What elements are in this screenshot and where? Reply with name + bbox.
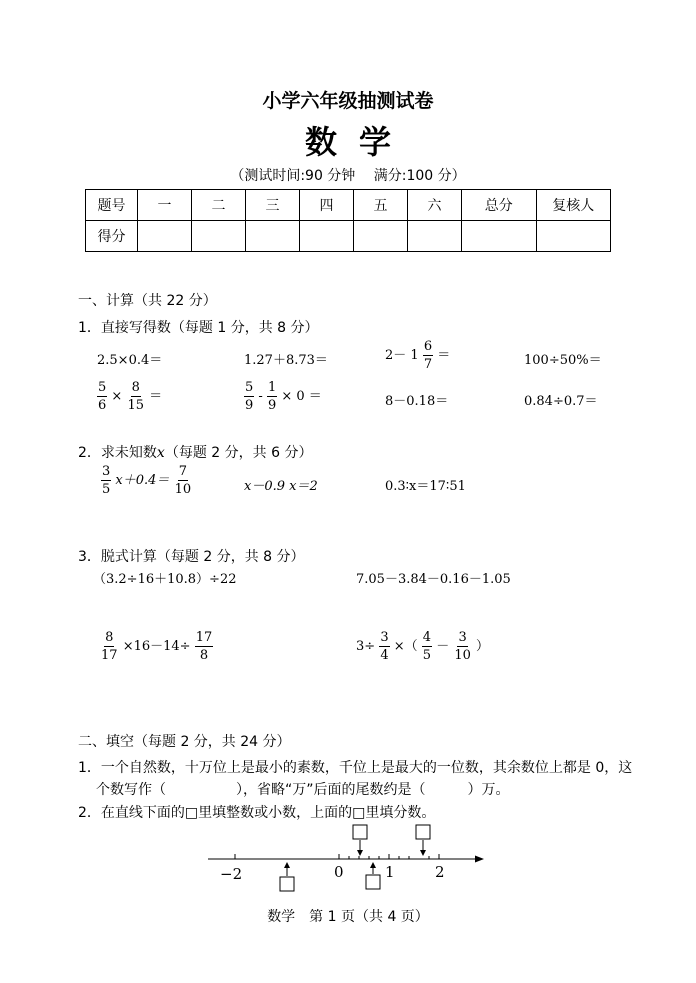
score-cell <box>300 221 354 252</box>
section2-title: 二、填空（每题 2 分，共 24 分） <box>78 734 291 750</box>
score-cell <box>192 221 246 252</box>
denominator: 15 <box>127 398 145 413</box>
fraction <box>174 465 193 496</box>
subject-title: 数学 <box>304 123 413 161</box>
answer-box <box>280 877 294 891</box>
q2-expr-a <box>101 465 192 496</box>
fraction <box>100 631 119 662</box>
pointer-arrow <box>420 850 426 856</box>
score-header-cell: 四 <box>300 190 354 221</box>
answer-box <box>366 875 380 889</box>
numerator: 4 <box>422 630 432 645</box>
fraction <box>453 631 472 662</box>
q2-title <box>78 442 312 462</box>
operator: × <box>111 389 123 404</box>
q1-title: 1．直接写得数（每题 1 分，共 8 分） <box>78 320 319 336</box>
numerator: 6 <box>423 339 433 354</box>
q3-title: 3．脱式计算（每题 2 分，共 8 分） <box>78 549 305 565</box>
q1-expr-b: 1.27＋8.73＝ <box>244 353 328 368</box>
score-header-cell: 三 <box>246 190 300 221</box>
s2-q1-line2: 个数写作（ ），省略“万”后面的尾数约是（ ）万。 <box>96 782 510 798</box>
numerator: 5 <box>245 380 254 395</box>
numerator: 3 <box>102 464 111 479</box>
q3-d-post: ） <box>476 639 490 654</box>
q1-expr-e <box>97 381 162 412</box>
score-table <box>85 189 611 252</box>
score-header-cell: 总分 <box>462 190 536 221</box>
score-header-cell: 复核人 <box>536 190 610 221</box>
number-line-arrow <box>475 856 484 863</box>
fraction <box>379 631 389 662</box>
denominator: 4 <box>380 648 389 663</box>
q2-a-mid: x＋0.4＝ <box>115 473 170 488</box>
fraction <box>195 631 214 662</box>
q1-expr-h: 0.84÷0.7＝ <box>524 394 598 409</box>
fraction <box>244 381 254 412</box>
score-cell <box>408 221 462 252</box>
number-line <box>200 822 490 894</box>
q3-d-mid: ×（ <box>393 639 418 654</box>
fraction <box>267 381 277 412</box>
score-header-cell: 五 <box>354 190 408 221</box>
fraction <box>126 381 145 412</box>
page-footer: 数学 第 1 页（共 4 页） <box>267 909 429 925</box>
denominator: 7 <box>423 357 433 372</box>
score-header-cell: 一 <box>138 190 192 221</box>
denominator: 8 <box>199 648 209 663</box>
tick-label: −2 <box>220 865 243 883</box>
score-cell <box>138 221 192 252</box>
q1-f-post: × 0 ＝ <box>281 389 322 404</box>
q2-title-post: （每题 2 分，共 6 分） <box>164 445 313 461</box>
numerator: 8 <box>105 630 114 645</box>
numerator: 1 <box>267 380 277 395</box>
operator: - <box>258 389 267 404</box>
q2-title-pre: 2．求未知数 <box>78 445 157 461</box>
section1-title: 一、计算（共 22 分） <box>78 293 217 309</box>
denominator: 10 <box>174 482 192 497</box>
equals: ＝ <box>149 389 163 404</box>
answer-box <box>416 825 430 839</box>
score-table-header-row <box>86 190 611 221</box>
fraction <box>97 381 107 412</box>
q2-expr-b: x－0.9 x＝2 <box>244 479 318 494</box>
score-cell <box>354 221 408 252</box>
numerator: 17 <box>195 630 213 645</box>
numerator: 3 <box>458 630 467 645</box>
q1-expr-g: 8－0.18＝ <box>385 394 449 409</box>
q3-expr-c <box>100 631 213 662</box>
q3-d-pre: 3÷ <box>356 639 376 654</box>
denominator: 6 <box>98 398 107 413</box>
q1-c-post: ＝ <box>437 348 451 363</box>
q1-c-pre: 2－ 1 <box>385 348 419 363</box>
numerator: 3 <box>380 630 389 645</box>
q1-expr-d: 100÷50%＝ <box>524 353 602 368</box>
tick-label: 0 <box>334 863 344 881</box>
numerator: 7 <box>178 464 187 479</box>
denominator: 10 <box>454 648 471 663</box>
pointer-arrow <box>370 862 376 868</box>
exam-info: （测试时间:90 分钟 满分:100 分） <box>230 168 466 184</box>
score-header-cell: 题号 <box>86 190 138 221</box>
tick-label: 2 <box>435 863 445 881</box>
fraction <box>423 340 433 371</box>
q3-expr-d <box>356 631 489 662</box>
exam-title: 小学六年级抽测试卷 <box>262 90 434 112</box>
score-row-label: 得分 <box>86 221 138 252</box>
numerator: 8 <box>131 380 140 395</box>
pointer-arrow <box>284 862 290 868</box>
score-cell <box>246 221 300 252</box>
denominator: 9 <box>267 398 277 413</box>
q1-expr-c <box>385 340 450 371</box>
q3-c-mid: ×16－14÷ <box>122 639 191 654</box>
score-cell <box>536 221 610 252</box>
score-header-cell: 六 <box>408 190 462 221</box>
minus: － <box>436 639 450 654</box>
tick-label: 1 <box>385 863 395 881</box>
score-cell <box>462 221 536 252</box>
q2-expr-c: 0.3∶x＝17∶51 <box>385 479 466 494</box>
fraction <box>101 465 111 496</box>
denominator: 9 <box>245 398 254 413</box>
q1-expr-a: 2.5×0.4＝ <box>97 353 163 368</box>
answer-box <box>353 825 367 839</box>
denominator: 5 <box>422 648 432 663</box>
denominator: 17 <box>101 648 118 663</box>
score-table-score-row <box>86 221 611 252</box>
score-header-cell: 二 <box>192 190 246 221</box>
q3-expr-a: （3.2÷16＋10.8）÷22 <box>93 572 237 587</box>
q1-expr-f <box>244 381 322 412</box>
fraction <box>422 631 432 662</box>
s2-q1-line1: 1．一个自然数，十万位上是最小的素数，千位上是最大的一位数，其余数位上都是 0，这 <box>78 760 633 776</box>
s2-q2: 2．在直线下面的□里填整数或小数，上面的□里填分数。 <box>78 805 436 821</box>
numerator: 5 <box>98 380 107 395</box>
pointer-arrow <box>357 850 363 856</box>
denominator: 5 <box>102 482 111 497</box>
q2-title-var: x <box>156 445 165 461</box>
q3-expr-b: 7.05－3.84－0.16－1.05 <box>356 572 511 587</box>
